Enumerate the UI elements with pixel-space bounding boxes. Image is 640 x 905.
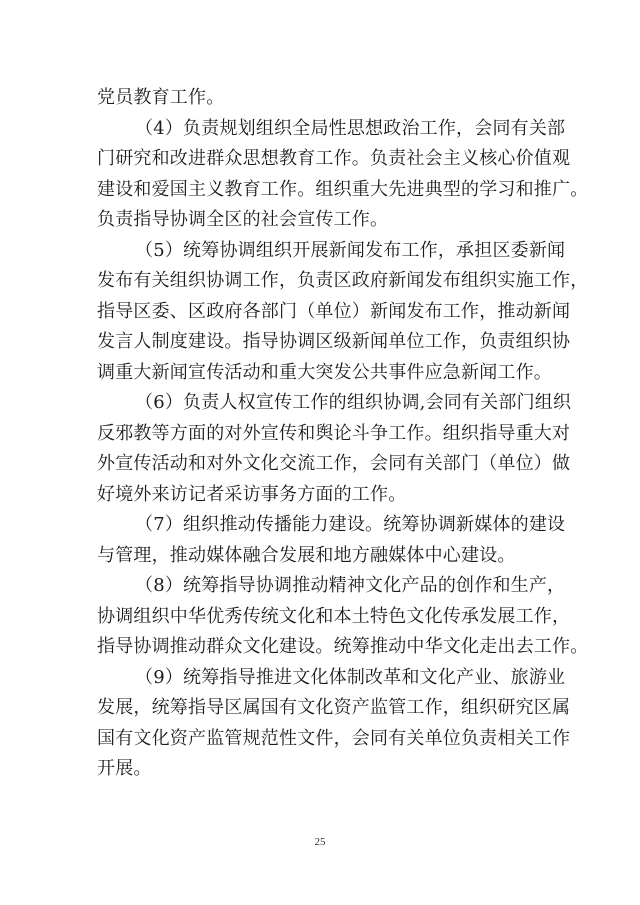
text-line: 国有文化资产监管规范性文件，会同有关单位负责相关工作	[97, 727, 571, 749]
text-line: 发展，统筹指导区属国有文化资产监管工作，组织研究区属	[97, 697, 571, 718]
page-number: 25	[314, 836, 326, 848]
text-line: 指导区委、区政府各部门（单位）新闻发布工作，推动新闻	[97, 300, 571, 322]
paragraph-9-line: （9）统筹指导推进文化体制改革和文化产业、旅游业	[135, 666, 566, 688]
document-body	[97, 83, 589, 785]
paragraph-4-line: （4）负责规划组织全局性思想政治工作，会同有关部	[135, 117, 566, 139]
text-line: 党员教育工作。	[97, 87, 225, 108]
text-line: 调重大新闻宣传活动和重大突发公共事件应急新闻工作。	[97, 361, 552, 383]
text-line: 发言人制度建设。指导协调区级新闻单位工作，负责组织协	[97, 331, 571, 352]
paragraph-7-line: （7）组织推动传播能力建设。统筹协调新媒体的建设	[135, 514, 566, 535]
paragraph-5-line: （5）统筹协调组织开展新闻发布工作，承担区委新闻	[135, 239, 566, 261]
paragraph-8-line: （8）统筹指导协调推动精神文化产品的创作和生产，	[135, 575, 566, 596]
text-line: 建设和爱国主义教育工作。组织重大先进典型的学习和推广。	[97, 178, 589, 200]
paragraph-6-line: （6）负责人权宣传工作的组织协调,会同有关部门组织	[135, 392, 572, 413]
text-line: 与管理，推动媒体融合发展和地方融媒体中心建设。	[97, 544, 516, 566]
text-line: 协调组织中华优秀传统文化和本土特色文化传承发展工作，	[97, 605, 571, 627]
text-line: 门研究和改进群众思想教育工作。负责社会主义核心价值观	[97, 148, 571, 169]
text-line: 开展。	[97, 758, 152, 779]
text-line: 外宣传活动和对外文化交流工作，会同有关部门（单位）做	[97, 453, 571, 474]
text-line: 负责指导协调全区的社会宣传工作。	[97, 209, 389, 230]
text-line: 指导协调推动群众文化建设。统筹推动中华文化走出去工作。	[97, 636, 589, 657]
text-line: 发布有关组织协调工作，负责区政府新闻发布组织实施工作，	[97, 270, 589, 291]
text-line: 好境外来访记者采访事务方面的工作。	[97, 483, 407, 505]
text-line: 反邪教等方面的对外宣传和舆论斗争工作。组织指导重大对	[97, 422, 571, 444]
